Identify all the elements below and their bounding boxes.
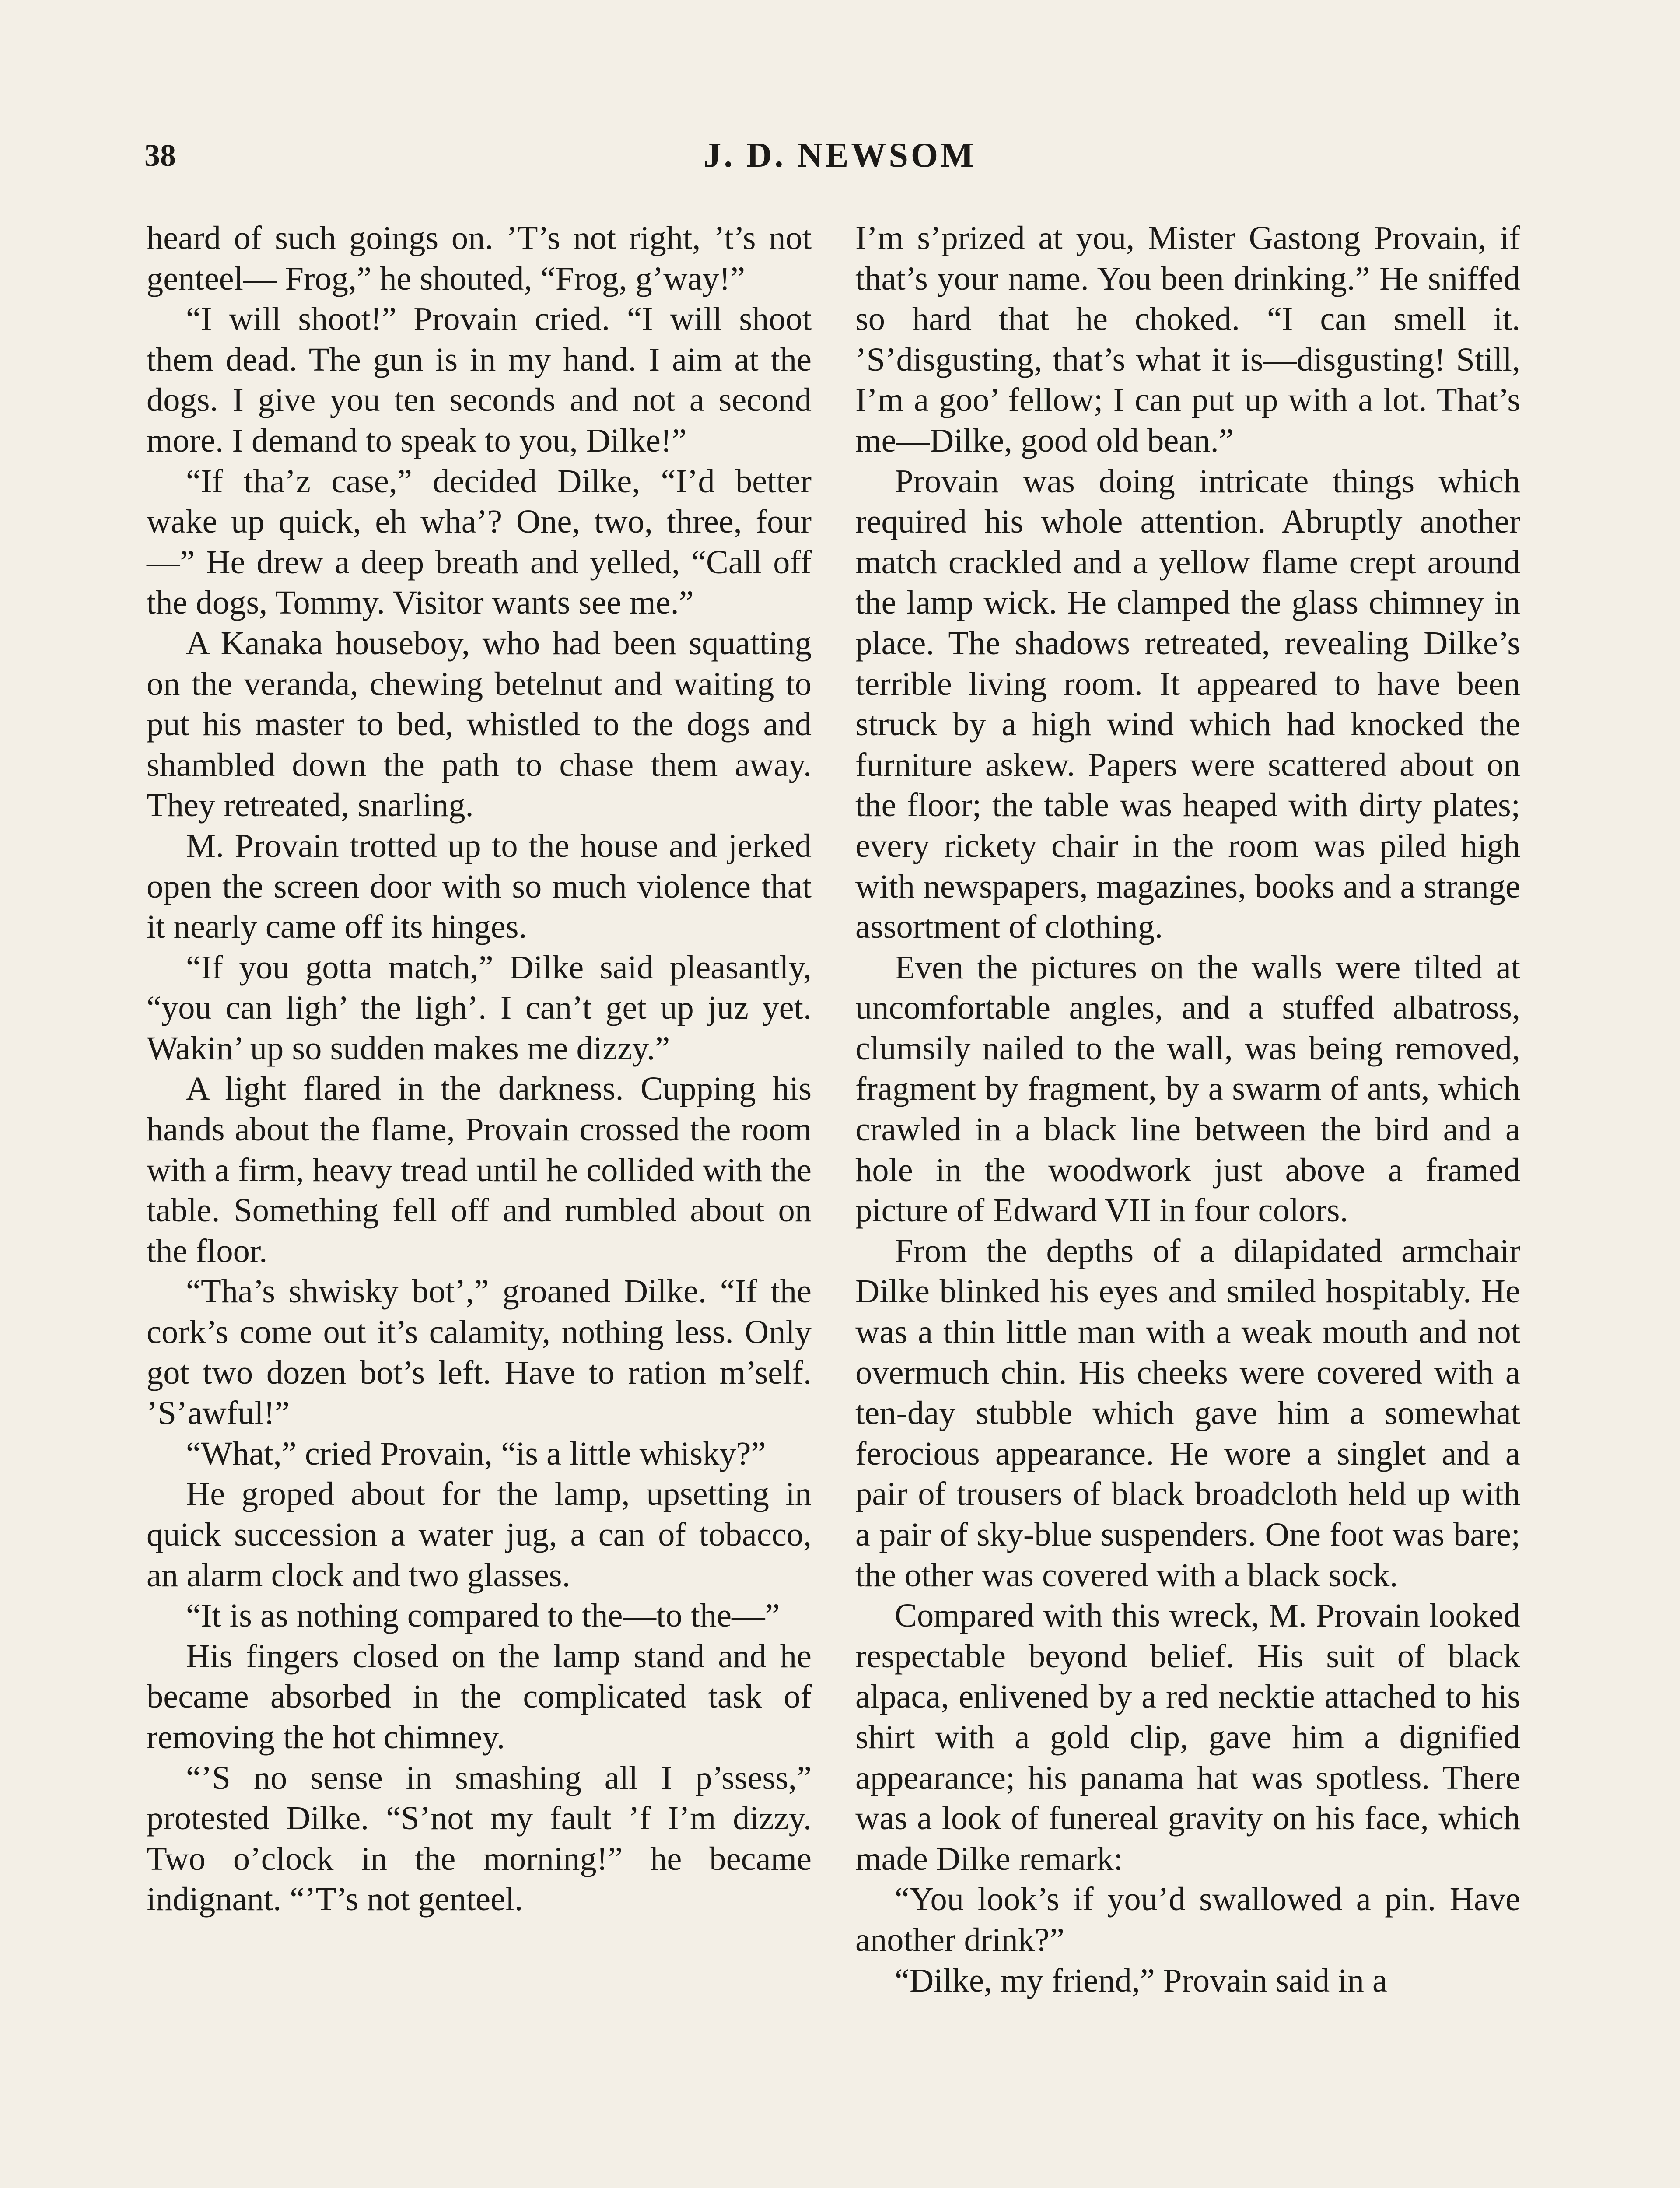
paragraph: “It is as nothing compared to the—to the—” (186, 1597, 780, 1634)
left-column (147, 218, 812, 1920)
paragraph: “What,” cried Provain, “is a little whisky?” (186, 1434, 766, 1472)
page-number: 38 (144, 138, 176, 173)
paragraph: I’m s’prized at you, Mister Gastong Provain, if that’s your name. You been drinking.” He sniffed so hard that he choked. “I can smell it. ’S’disgusting, that’s what it is—disgusting! Still, I’m a goo’ fellow; I can put up with a lot. That’s me—Dilke, good old bean.” (855, 219, 1520, 459)
paragraph: Provain was doing intricate things which required his whole attention. Abruptly another match crackled and a yellow flame crept around the lamp wick. He clamped the glass chimney in place. The shadows retreated, revealing Dilke’s terrible living room. It appeared to have been struck by a high wind which had knocked the furniture askew. Papers were scattered about on the floor; the table was heaped with dirty plates; every rickety chair in the room was piled high with newspapers, magazines, books and a strange assortment of clothing. (855, 462, 1520, 946)
page-header (144, 131, 1536, 179)
paragraph: “’S no sense in smashing all I p’ssess,” protested Dilke. “S’not my fault ’f I’m dizzy. Two o’clock in the morning!” he became indignant. “’T’s not genteel. (147, 1759, 812, 1918)
paragraph: “Tha’s shwisky bot’,” groaned Dilke. “If the cork’s come out it’s calamity, nothing less. Only got two dozen bot’s left. Have to ration m’self. ’S’awful!” (147, 1273, 812, 1432)
paragraph: He groped about for the lamp, upsetting in quick succession a water jug, a can of tobacco, an alarm clock and two glasses. (147, 1475, 812, 1594)
paragraph: A Kanaka houseboy, who had been squatting on the veranda, chewing betelnut and waiting to put his master to bed, whistled to the dogs and shambled down the path to chase them away. They retreated, snarling. (147, 624, 812, 824)
paragraph: Even the pictures on the walls were tilted at uncomfortable angles, and a stuffed albatross, clumsily nailed to the wall, was being removed, fragment by fragment, by a swarm of ants, which crawled in a black line between the bird and a hole in the woodwork just above a framed picture of Edward VII in four colors. (855, 948, 1520, 1229)
right-column (855, 218, 1520, 2001)
paragraph: A light flared in the darkness. Cupping his hands about the flame, Provain crossed the room with a firm, heavy tread until he collided with the table. Something fell off and rumbled about on the floor. (147, 1070, 812, 1269)
paragraph: His fingers closed on the lamp stand and he became absorbed in the complicated task of removing the hot chimney. (147, 1637, 812, 1756)
paragraph: “If you gotta match,” Dilke said pleasantly, “you can ligh’ the ligh’. I can’t get up juz yet. Wakin’ up so sudden makes me dizzy.” (147, 948, 812, 1067)
paragraph: From the depths of a dilapidated armchair Dilke blinked his eyes and smiled hospitably. He was a thin little man with a weak mouth and not overmuch chin. His cheeks were covered with a ten-day stubble which gave him a somewhat ferocious appearance. He wore a singlet and a pair of trousers of black broadcloth held up with a pair of sky-blue suspenders. One foot was bare; the other was covered with a black sock. (855, 1232, 1520, 1594)
paragraph: “I will shoot!” Provain cried. “I will shoot them dead. The gun is in my hand. I aim at the dogs. I give you ten seconds and not a second more. I demand to speak to you, Dilke!” (147, 300, 812, 459)
paragraph: Compared with this wreck, M. Provain looked respectable beyond belief. His suit of black alpaca, enlivened by a red necktie attached to his shirt with a gold clip, gave him a dignified appearance; his panama hat was spotless. There was a look of funereal gravity on his face, which made Dilke remark: (855, 1597, 1520, 1877)
running-head: J. D. NEWSOM (704, 136, 976, 175)
paragraph: heard of such goings on. ’T’s not right, ’t’s not genteel— Frog,” he shouted, “Frog, g’way!” (147, 219, 812, 297)
paragraph: “You look’s if you’d swallowed a pin. Have another drink?” (855, 1880, 1520, 1958)
paragraph: “If tha’z case,” decided Dilke, “I’d better wake up quick, eh wha’? One, two, three, four—” He drew a deep breath and yelled, “Call off the dogs, Tommy. Visitor wants see me.” (147, 462, 812, 621)
paragraph: M. Provain trotted up to the house and jerked open the screen door with so much violence that it nearly came off its hinges. (147, 827, 812, 946)
paragraph: “Dilke, my friend,” Provain said in a (895, 1961, 1387, 1999)
